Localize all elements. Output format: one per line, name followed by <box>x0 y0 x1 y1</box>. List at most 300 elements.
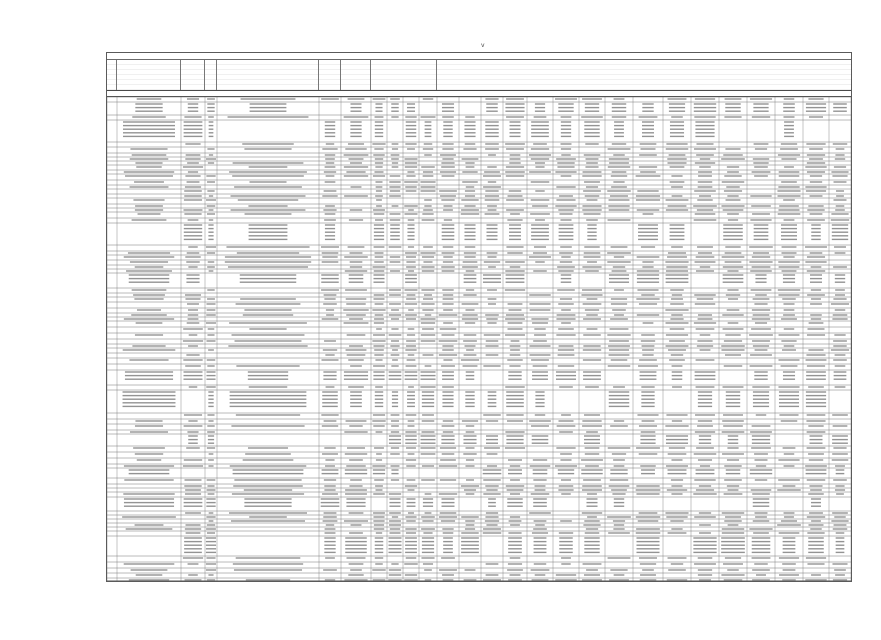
cell-text-blur <box>424 154 432 155</box>
cell-text-blur <box>640 574 656 575</box>
cell-text-blur <box>560 219 571 220</box>
cell-text-blur <box>442 111 454 112</box>
cell-text-blur <box>324 294 337 295</box>
cell-text-blur <box>466 375 475 376</box>
cell-text-blur <box>345 289 367 290</box>
cell-text-blur <box>557 289 575 290</box>
cell-text-blur <box>349 459 363 460</box>
cell-text-blur <box>406 121 417 122</box>
cell-text-blur <box>585 103 599 104</box>
cell-text-blur <box>831 520 848 521</box>
cell-text-blur <box>466 166 475 167</box>
cell-text-blur <box>609 399 629 400</box>
cell-text-blur <box>834 334 845 335</box>
cell-text-blur <box>207 103 214 104</box>
cell-text-blur <box>697 340 712 341</box>
cell-text-blur <box>810 489 822 490</box>
cell-text-blur <box>724 465 741 466</box>
cell-text-blur <box>209 132 214 133</box>
cell-text-blur <box>405 289 418 290</box>
cell-text-blur <box>670 520 683 521</box>
cell-text-blur <box>231 209 306 210</box>
cell-text-blur <box>420 439 435 440</box>
cell-text-blur <box>183 379 202 380</box>
cell-text-blur <box>373 371 384 372</box>
cell-text-blur <box>779 557 799 558</box>
cell-text-blur <box>806 557 826 558</box>
cell-text-blur <box>405 349 416 350</box>
cell-text-blur <box>184 502 203 503</box>
cell-text-blur <box>585 453 599 454</box>
cell-text-blur <box>465 190 475 191</box>
cell-text-blur <box>486 574 499 575</box>
cell-text-blur <box>508 552 522 553</box>
cell-text-blur <box>389 379 402 380</box>
cell-text-blur <box>808 425 823 426</box>
cell-text-blur <box>811 574 821 575</box>
cell-text-blur <box>184 125 203 126</box>
cell-text-blur <box>584 252 601 253</box>
cell-text-blur <box>373 274 384 275</box>
cell-text-blur <box>208 228 213 229</box>
cell-text-blur <box>132 154 167 155</box>
cell-text-blur <box>350 129 361 130</box>
cell-text-blur <box>835 294 845 295</box>
cell-text-blur <box>533 270 547 271</box>
cell-text-blur <box>510 493 520 494</box>
cell-text-blur <box>695 136 714 137</box>
cell-text-blur <box>406 414 417 415</box>
cell-text-blur <box>226 246 309 247</box>
cell-text-blur <box>836 532 845 533</box>
cell-text-blur <box>242 143 293 144</box>
cell-text-blur <box>609 278 629 279</box>
cell-text-blur <box>806 473 827 474</box>
cell-text-blur <box>607 261 630 262</box>
cell-text-blur <box>184 190 202 191</box>
cell-text-blur <box>666 282 689 283</box>
cell-text-blur <box>723 228 743 229</box>
cell-text-blur <box>727 195 738 196</box>
cell-text-blur <box>374 171 383 172</box>
cell-text-blur <box>721 545 745 546</box>
cell-text-blur <box>422 537 434 538</box>
cell-text-blur <box>405 485 417 486</box>
cell-text-blur <box>529 345 550 346</box>
cell-text-blur <box>783 552 796 553</box>
cell-text-blur <box>508 303 523 304</box>
cell-text-blur <box>372 340 385 341</box>
cell-text-blur <box>561 278 571 279</box>
cell-text-blur <box>810 274 822 275</box>
cell-text-blur <box>640 143 657 144</box>
cell-text-blur <box>697 425 713 426</box>
cell-text-blur <box>695 371 716 372</box>
header-cell <box>117 60 181 90</box>
cell-text-blur <box>465 143 476 144</box>
cell-text-blur <box>184 213 201 214</box>
cell-text-blur <box>727 459 739 460</box>
cell-text-blur <box>488 406 497 407</box>
cell-text-blur <box>750 195 771 196</box>
cell-text-blur <box>694 516 716 517</box>
cell-text-blur <box>442 528 453 529</box>
cell-text-blur <box>756 465 766 466</box>
cell-text-blur <box>323 516 337 517</box>
cell-text-blur <box>726 406 740 407</box>
cell-text-blur <box>184 459 202 460</box>
cell-text-blur <box>406 261 415 262</box>
cell-text-blur <box>559 537 573 538</box>
cell-text-blur <box>442 375 454 376</box>
cell-text-blur <box>778 479 800 480</box>
cell-text-blur <box>440 479 456 480</box>
cell-text-blur <box>693 493 716 494</box>
cell-text-blur <box>135 420 162 421</box>
cell-text-blur <box>614 125 624 126</box>
cell-text-blur <box>345 548 367 549</box>
cell-text-blur <box>389 506 400 507</box>
cell-text-blur <box>442 574 454 575</box>
cell-text-blur <box>534 116 547 117</box>
cell-text-blur <box>442 116 454 117</box>
cell-text-blur <box>392 143 399 144</box>
cell-text-blur <box>642 129 654 130</box>
cell-text-blur <box>639 453 658 454</box>
cell-text-blur <box>666 143 687 144</box>
cell-text-blur <box>783 485 796 486</box>
cell-text-blur <box>391 328 398 329</box>
cell-text-blur <box>640 375 657 376</box>
cell-text-blur <box>124 506 174 507</box>
cell-text-blur <box>324 219 336 220</box>
cell-text-blur <box>442 371 454 372</box>
cell-text-blur <box>722 512 744 513</box>
cell-text-blur <box>641 395 654 396</box>
cell-text-blur <box>405 186 416 187</box>
cell-text-blur <box>407 294 416 295</box>
cell-text-blur <box>373 516 384 517</box>
cell-text-blur <box>348 143 364 144</box>
cell-text-blur <box>779 399 799 400</box>
cell-text-blur <box>375 136 383 137</box>
cell-text-blur <box>642 136 654 137</box>
cell-text-blur <box>375 121 383 122</box>
cell-text-blur <box>779 406 799 407</box>
cell-text-blur <box>408 219 414 220</box>
cell-text-blur <box>486 489 497 490</box>
cell-text-blur <box>420 375 435 376</box>
cell-text-blur <box>240 274 296 275</box>
cell-text-blur <box>753 520 769 521</box>
cell-text-blur <box>778 289 800 290</box>
cell-text-blur <box>407 402 415 403</box>
cell-text-blur <box>404 181 418 182</box>
cell-text-blur <box>323 303 337 304</box>
cell-text-blur <box>207 98 215 99</box>
cell-text-blur <box>753 506 769 507</box>
cell-text-blur <box>485 148 499 149</box>
cell-text-blur <box>207 111 214 112</box>
cell-text-blur <box>123 395 176 396</box>
cell-text-blur <box>836 473 845 474</box>
cell-text-blur <box>559 213 572 214</box>
cell-text-blur <box>248 205 287 206</box>
cell-text-blur <box>529 512 551 513</box>
cell-text-blur <box>510 266 521 267</box>
cell-text-blur <box>188 443 198 444</box>
cell-text-blur <box>422 520 433 521</box>
cell-text-blur <box>639 303 657 304</box>
cell-text-blur <box>529 154 551 155</box>
cell-text-blur <box>440 195 456 196</box>
cell-text-blur <box>406 340 416 341</box>
cell-text-blur <box>810 195 823 196</box>
cell-text-blur <box>529 303 550 304</box>
cell-text-blur <box>349 158 364 159</box>
cell-text-blur <box>207 213 215 214</box>
cell-text-blur <box>462 181 478 182</box>
cell-text-blur <box>583 349 601 350</box>
cell-text-blur <box>463 453 476 454</box>
cell-text-blur <box>810 175 822 176</box>
cell-text-blur <box>698 395 712 396</box>
cell-text-blur <box>241 98 296 99</box>
cell-text-blur <box>128 252 170 253</box>
cell-text-blur <box>325 129 335 130</box>
cell-text-blur <box>466 431 475 432</box>
cell-text-blur <box>345 493 367 494</box>
cell-text-blur <box>724 493 743 494</box>
cell-text-blur <box>670 318 683 319</box>
cell-text-blur <box>183 166 203 167</box>
cell-text-blur <box>558 469 574 470</box>
cell-text-blur <box>833 314 848 315</box>
cell-text-blur <box>207 365 214 366</box>
cell-text-blur <box>123 406 176 407</box>
cell-text-blur <box>233 485 302 486</box>
cell-text-blur <box>508 469 522 470</box>
cell-text-blur <box>350 162 362 163</box>
cell-text-blur <box>724 190 742 191</box>
cell-text-blur <box>325 528 336 529</box>
cell-text-blur <box>187 98 199 99</box>
cell-text-blur <box>465 246 476 247</box>
cell-text-blur <box>671 485 682 486</box>
cell-text-blur <box>778 359 799 360</box>
cell-text-blur <box>581 294 602 295</box>
cell-text-blur <box>422 465 434 466</box>
cell-text-blur <box>208 420 213 421</box>
cell-text-blur <box>208 328 215 329</box>
cell-text-blur <box>440 512 457 513</box>
cell-text-blur <box>750 270 772 271</box>
cell-text-blur <box>206 557 215 558</box>
cell-text-blur <box>754 371 767 372</box>
cell-text-blur <box>561 493 570 494</box>
cell-text-blur <box>585 270 599 271</box>
cell-text-blur <box>806 103 826 104</box>
cell-text-blur <box>373 469 385 470</box>
cell-text-blur <box>389 246 402 247</box>
cell-text-blur <box>465 402 474 403</box>
cell-text-blur <box>421 479 435 480</box>
cell-text-blur <box>608 557 631 558</box>
cell-text-blur <box>637 289 658 290</box>
cell-text-blur <box>439 516 457 517</box>
cell-text-blur <box>531 318 548 319</box>
cell-text-blur <box>389 181 400 182</box>
cell-text-blur <box>488 502 496 503</box>
cell-text-blur <box>373 154 384 155</box>
header-cell <box>341 60 371 90</box>
cell-text-blur <box>694 111 716 112</box>
cell-text-blur <box>586 158 599 159</box>
cell-text-blur <box>188 439 198 440</box>
cell-text-blur <box>421 266 434 267</box>
cell-text-blur <box>185 298 200 299</box>
header-cell <box>371 60 437 90</box>
cell-text-blur <box>695 121 714 122</box>
cell-text-blur <box>464 278 477 279</box>
cell-text-blur <box>831 349 849 350</box>
cell-text-blur <box>699 532 711 533</box>
cell-text-blur <box>244 148 291 149</box>
cell-text-blur <box>123 402 176 403</box>
cell-text-blur <box>807 328 824 329</box>
cell-text-blur <box>232 334 305 335</box>
cell-text-blur <box>373 520 384 521</box>
cell-text-blur <box>441 166 455 167</box>
cell-text-blur <box>508 541 522 542</box>
cell-text-blur <box>510 354 521 355</box>
cell-text-blur <box>811 235 820 236</box>
cell-text-blur <box>753 402 769 403</box>
cell-text-blur <box>248 371 288 372</box>
cell-text-blur <box>670 125 684 126</box>
cell-text-blur <box>636 199 660 200</box>
cell-text-blur <box>670 132 684 133</box>
cell-text-blur <box>406 136 417 137</box>
cell-text-blur <box>374 524 384 525</box>
cell-text-blur <box>614 289 624 290</box>
cell-text-blur <box>463 365 478 366</box>
cell-text-blur <box>672 371 683 372</box>
cell-text-blur <box>392 205 399 206</box>
cell-text-blur <box>642 345 655 346</box>
cell-text-blur <box>185 365 201 366</box>
cell-text-blur <box>806 111 826 112</box>
cell-text-blur <box>375 132 383 133</box>
cell-text-blur <box>670 224 685 225</box>
cell-text-blur <box>240 298 296 299</box>
cell-text-blur <box>808 349 823 350</box>
cell-text-blur <box>558 111 573 112</box>
cell-text-blur <box>666 266 687 267</box>
cell-text-blur <box>465 528 475 529</box>
cell-text-blur <box>556 375 576 376</box>
cell-text-blur <box>406 532 416 533</box>
cell-text-blur <box>421 303 434 304</box>
cell-text-blur <box>325 121 335 122</box>
cell-text-blur <box>560 453 572 454</box>
cell-text-blur <box>751 328 771 329</box>
cell-text-blur <box>557 425 576 426</box>
cell-text-blur <box>777 524 801 525</box>
cell-text-blur <box>835 289 845 290</box>
cell-text-blur <box>695 162 715 163</box>
cell-text-blur <box>783 548 796 549</box>
cell-text-blur <box>722 431 745 432</box>
header-cell <box>107 60 117 90</box>
cell-text-blur <box>487 453 498 454</box>
cell-text-blur <box>666 516 687 517</box>
cell-text-blur <box>186 447 200 448</box>
cell-text-blur <box>781 224 797 225</box>
cell-text-blur <box>122 516 176 517</box>
cell-text-blur <box>666 148 688 149</box>
cell-text-blur <box>507 498 522 499</box>
cell-text-blur <box>466 371 475 372</box>
cell-text-blur <box>244 506 291 507</box>
cell-text-blur <box>725 557 741 558</box>
cell-text-blur <box>420 443 435 444</box>
cell-text-blur <box>507 219 522 220</box>
cell-text-blur <box>699 435 711 436</box>
cell-text-blur <box>376 328 382 329</box>
cell-text-blur <box>405 162 417 163</box>
cell-text-blur <box>784 121 794 122</box>
cell-text-blur <box>836 195 844 196</box>
cell-text-blur <box>777 190 800 191</box>
cell-text-blur <box>609 162 629 163</box>
cell-text-blur <box>443 309 453 310</box>
cell-text-blur <box>670 121 684 122</box>
cell-text-blur <box>808 453 824 454</box>
cell-text-blur <box>779 402 799 403</box>
cell-text-blur <box>407 232 414 233</box>
cell-text-blur <box>443 552 453 553</box>
cell-text-blur <box>721 537 745 538</box>
cell-text-blur <box>461 359 479 360</box>
cell-text-blur <box>231 195 306 196</box>
cell-text-blur <box>185 175 200 176</box>
cell-text-blur <box>778 195 801 196</box>
cell-text-blur <box>509 228 521 229</box>
cell-text-blur <box>727 270 738 271</box>
cell-text-blur <box>509 365 520 366</box>
cell-text-blur <box>442 349 453 350</box>
cell-text-blur <box>322 406 338 407</box>
cell-text-blur <box>188 171 198 172</box>
cell-text-blur <box>390 270 400 271</box>
cell-text-blur <box>184 132 203 133</box>
cell-text-blur <box>610 318 628 319</box>
cell-text-blur <box>208 402 213 403</box>
cell-text-blur <box>641 473 655 474</box>
cell-text-blur <box>322 402 338 403</box>
cell-text-blur <box>462 158 479 159</box>
cell-text-blur <box>325 132 335 133</box>
cell-text-blur <box>555 465 577 466</box>
cell-text-blur <box>807 431 826 432</box>
cell-text-blur <box>420 447 435 448</box>
cell-text-blur <box>443 532 454 533</box>
cell-text-blur <box>583 303 602 304</box>
cell-text-blur <box>207 447 215 448</box>
cell-text-blur <box>582 489 602 490</box>
cell-text-blur <box>374 298 385 299</box>
